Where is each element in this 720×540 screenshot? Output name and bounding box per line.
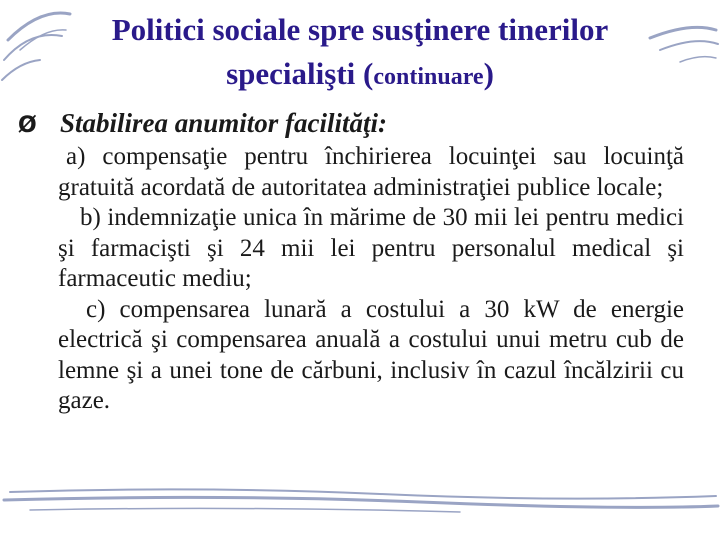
list-item-a: a) compensaţie pentru închirierea locuinţei sau locuinţă gratuită acordată de autoritatea administraţiei publice locale;	[58, 143, 684, 201]
slide-title-line2-small: continuare	[373, 64, 484, 90]
slide-title-line1: Politici sociale spre susţinere tinerilor	[111, 12, 609, 47]
list-item-b: b) indemnizaţie unica în mărime de 30 mii lei pentru medici şi farmacişti şi 24 mii lei pentru personalul medical şi farmaceutic mediu;	[58, 204, 684, 292]
slide-title-line2-main: specialişti (	[226, 56, 374, 91]
arrow-bullet-icon: Ø	[18, 113, 37, 138]
slide-title	[40, 8, 680, 99]
facilities-list	[58, 142, 684, 417]
section-heading	[18, 106, 698, 143]
slide-title-line2	[40, 52, 680, 99]
slide-title-line2-end: )	[483, 56, 494, 91]
list-item-c: c) compensarea lunară a costului a 30 kW de energie electrică şi compensarea anuală a costului unui metru cub de lemne şi a unei tone de cărbuni, inclusiv în cazul încălzirii cu gaze.	[58, 295, 684, 414]
section-heading-text: Stabilirea anumitor facilităţi:	[60, 108, 388, 138]
